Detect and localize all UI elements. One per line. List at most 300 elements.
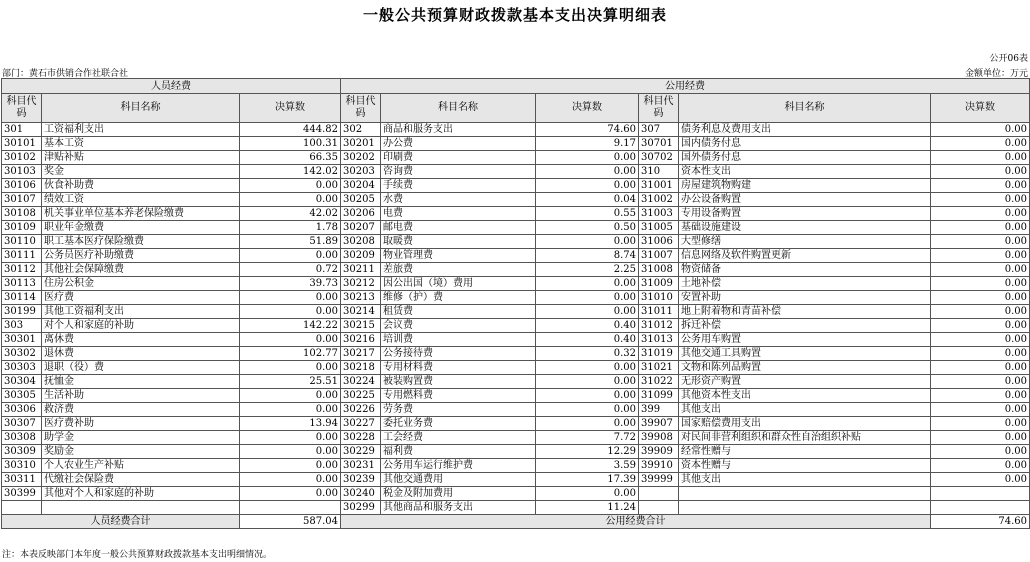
cell-code: 30309 bbox=[2, 445, 42, 459]
cell-name: 其他对个人和家庭的补助 bbox=[42, 487, 240, 501]
table-row bbox=[2, 431, 1030, 445]
cell-code: 30202 bbox=[341, 151, 381, 165]
cell-name: 拆迁补偿 bbox=[679, 319, 931, 333]
cell-code: 30211 bbox=[341, 263, 381, 277]
cell-code: 30215 bbox=[341, 319, 381, 333]
cell-code: 30213 bbox=[341, 291, 381, 305]
cell-amount: 0.00 bbox=[931, 235, 1030, 249]
cell-name: 手续费 bbox=[381, 179, 536, 193]
table-row bbox=[2, 389, 1030, 403]
cell-code: 30205 bbox=[341, 193, 381, 207]
cell-name: 离休费 bbox=[42, 333, 240, 347]
cell-name: 因公出国（境）费用 bbox=[381, 277, 536, 291]
table-row bbox=[2, 179, 1030, 193]
cell-code: 30203 bbox=[341, 165, 381, 179]
cell-code: 30224 bbox=[341, 375, 381, 389]
cell-amount: 0.72 bbox=[240, 263, 341, 277]
cell-name: 抚恤金 bbox=[42, 375, 240, 389]
cell-name: 取暖费 bbox=[381, 235, 536, 249]
cell-code: 30701 bbox=[639, 137, 679, 151]
cell-amount: 0.00 bbox=[240, 431, 341, 445]
cell-amount: 0.00 bbox=[931, 417, 1030, 431]
cell-code: 31019 bbox=[639, 347, 679, 361]
cell-name: 专用材料费 bbox=[381, 361, 536, 375]
table-row bbox=[2, 221, 1030, 235]
cell-amount: 0.00 bbox=[240, 305, 341, 319]
header-name: 科目名称 bbox=[381, 94, 536, 123]
cell-code: 30102 bbox=[2, 151, 42, 165]
cell-code: 30214 bbox=[341, 305, 381, 319]
header-code: 科目代码 bbox=[2, 94, 42, 123]
cell-code: 310 bbox=[639, 165, 679, 179]
cell-amount: 13.94 bbox=[240, 417, 341, 431]
cell-amount: 0.00 bbox=[931, 123, 1030, 137]
cell-code: 30109 bbox=[2, 221, 42, 235]
cell-name: 办公设备购置 bbox=[679, 193, 931, 207]
cell-name: 印刷费 bbox=[381, 151, 536, 165]
table-row bbox=[2, 333, 1030, 347]
cell-amount: 0.00 bbox=[931, 221, 1030, 235]
cell-name: 公务接待费 bbox=[381, 347, 536, 361]
cell-code: 30199 bbox=[2, 305, 42, 319]
table-row bbox=[2, 403, 1030, 417]
cell-amount: 0.00 bbox=[931, 291, 1030, 305]
cell-amount: 8.74 bbox=[536, 249, 639, 263]
table-row bbox=[2, 263, 1030, 277]
cell-code: 31022 bbox=[639, 375, 679, 389]
cell-amount: 42.02 bbox=[240, 207, 341, 221]
cell-amount: 0.00 bbox=[536, 375, 639, 389]
cell-amount: 0.55 bbox=[536, 207, 639, 221]
cell-code: 31013 bbox=[639, 333, 679, 347]
cell-code: 30399 bbox=[2, 487, 42, 501]
cell-code: 31099 bbox=[639, 389, 679, 403]
cell-amount: 0.00 bbox=[240, 333, 341, 347]
cell-code: 30111 bbox=[2, 249, 42, 263]
table-row bbox=[2, 473, 1030, 487]
cell-name: 绩效工资 bbox=[42, 193, 240, 207]
cell-name: 物资储备 bbox=[679, 263, 931, 277]
cell-name: 信息网络及软件购置更新 bbox=[679, 249, 931, 263]
cell-amount: 0.00 bbox=[536, 389, 639, 403]
cell-name: 奖金 bbox=[42, 165, 240, 179]
cell-code: 30311 bbox=[2, 473, 42, 487]
cell-amount bbox=[931, 501, 1030, 515]
cell-name: 其他社会保障缴费 bbox=[42, 263, 240, 277]
cell-name: 其他商品和服务支出 bbox=[381, 501, 536, 515]
cell-amount: 0.00 bbox=[931, 403, 1030, 417]
cell-code: 30110 bbox=[2, 235, 42, 249]
cell-name: 住房公积金 bbox=[42, 277, 240, 291]
cell-amount: 0.00 bbox=[536, 361, 639, 375]
cell-name: 代缴社会保险费 bbox=[42, 473, 240, 487]
cell-code: 30304 bbox=[2, 375, 42, 389]
cell-code: 30301 bbox=[2, 333, 42, 347]
cell-name: 租赁费 bbox=[381, 305, 536, 319]
cell-amount: 74.60 bbox=[536, 123, 639, 137]
cell-code bbox=[2, 501, 42, 515]
cell-amount: 0.40 bbox=[536, 333, 639, 347]
cell-code: 30239 bbox=[341, 473, 381, 487]
cell-name: 医疗费补助 bbox=[42, 417, 240, 431]
cell-name: 退休费 bbox=[42, 347, 240, 361]
header-amount: 决算数 bbox=[931, 94, 1030, 123]
cell-amount: 0.00 bbox=[536, 305, 639, 319]
cell-amount: 0.00 bbox=[931, 207, 1030, 221]
cell-amount: 66.35 bbox=[240, 151, 341, 165]
cell-name: 生活补助 bbox=[42, 389, 240, 403]
header-code: 科目代码 bbox=[341, 94, 381, 123]
cell-code: 30212 bbox=[341, 277, 381, 291]
cell-code: 30207 bbox=[341, 221, 381, 235]
cell-code: 30204 bbox=[341, 179, 381, 193]
cell-amount: 0.04 bbox=[536, 193, 639, 207]
cell-amount: 0.00 bbox=[931, 263, 1030, 277]
cell-name: 对民间非营利组织和群众性自治组织补贴 bbox=[679, 431, 931, 445]
cell-name: 商品和服务支出 bbox=[381, 123, 536, 137]
cell-name: 资本性支出 bbox=[679, 165, 931, 179]
cell-code: 30107 bbox=[2, 193, 42, 207]
department-label: 部门：黄石市供销合作社联合社 bbox=[2, 69, 129, 79]
table-row bbox=[2, 347, 1030, 361]
cell-amount: 0.00 bbox=[240, 249, 341, 263]
cell-code: 30103 bbox=[2, 165, 42, 179]
cell-amount: 0.00 bbox=[931, 165, 1030, 179]
cell-name: 邮电费 bbox=[381, 221, 536, 235]
table-row bbox=[2, 361, 1030, 375]
cell-name: 公务用车购置 bbox=[679, 333, 931, 347]
personnel-total-label: 人员经费合计 bbox=[2, 515, 240, 529]
cell-code: 30101 bbox=[2, 137, 42, 151]
cell-name: 公务员医疗补助缴费 bbox=[42, 249, 240, 263]
table-row bbox=[2, 291, 1030, 305]
cell-amount: 0.00 bbox=[931, 445, 1030, 459]
cell-code: 31011 bbox=[639, 305, 679, 319]
cell-name: 会议费 bbox=[381, 319, 536, 333]
cell-amount: 0.00 bbox=[536, 403, 639, 417]
cell-code: 30108 bbox=[2, 207, 42, 221]
table-row bbox=[2, 277, 1030, 291]
table-row bbox=[2, 249, 1030, 263]
cell-code: 30231 bbox=[341, 459, 381, 473]
cell-amount: 0.00 bbox=[536, 151, 639, 165]
cell-amount: 0.00 bbox=[240, 179, 341, 193]
cell-name: 培训费 bbox=[381, 333, 536, 347]
cell-name: 救济费 bbox=[42, 403, 240, 417]
header-code: 科目代码 bbox=[639, 94, 679, 123]
cell-name: 无形资产购置 bbox=[679, 375, 931, 389]
cell-amount: 9.17 bbox=[536, 137, 639, 151]
cell-code: 31005 bbox=[639, 221, 679, 235]
public-total-label: 公用经费合计 bbox=[341, 515, 931, 529]
cell-name: 维修（护）费 bbox=[381, 291, 536, 305]
cell-amount: 0.00 bbox=[240, 361, 341, 375]
cell-code: 30308 bbox=[2, 431, 42, 445]
cell-amount: 100.31 bbox=[240, 137, 341, 151]
cell-name bbox=[679, 487, 931, 501]
cell-name: 职业年金缴费 bbox=[42, 221, 240, 235]
cell-name: 医疗费 bbox=[42, 291, 240, 305]
cell-name bbox=[42, 501, 240, 515]
cell-code: 302 bbox=[341, 123, 381, 137]
cell-amount: 11.24 bbox=[536, 501, 639, 515]
cell-name: 工资福利支出 bbox=[42, 123, 240, 137]
cell-amount: 51.89 bbox=[240, 235, 341, 249]
cell-name: 水费 bbox=[381, 193, 536, 207]
cell-code: 31002 bbox=[639, 193, 679, 207]
cell-name: 专用燃料费 bbox=[381, 389, 536, 403]
cell-code: 30702 bbox=[639, 151, 679, 165]
table-row bbox=[2, 445, 1030, 459]
cell-code: 31007 bbox=[639, 249, 679, 263]
cell-name: 债务利息及费用支出 bbox=[679, 123, 931, 137]
cell-code bbox=[639, 501, 679, 515]
cell-code: 30299 bbox=[341, 501, 381, 515]
cell-code: 30114 bbox=[2, 291, 42, 305]
cell-code: 39908 bbox=[639, 431, 679, 445]
cell-name: 津贴补贴 bbox=[42, 151, 240, 165]
table-row bbox=[2, 375, 1030, 389]
cell-amount: 0.00 bbox=[931, 249, 1030, 263]
cell-amount: 0.00 bbox=[240, 459, 341, 473]
cell-amount bbox=[240, 501, 341, 515]
cell-name: 经常性赠与 bbox=[679, 445, 931, 459]
cell-name: 电费 bbox=[381, 207, 536, 221]
cell-name: 基本工资 bbox=[42, 137, 240, 151]
cell-code: 39999 bbox=[639, 473, 679, 487]
cell-code: 30113 bbox=[2, 277, 42, 291]
cell-name: 工会经费 bbox=[381, 431, 536, 445]
cell-name: 基础设施建设 bbox=[679, 221, 931, 235]
cell-code: 39907 bbox=[639, 417, 679, 431]
cell-name: 退职（役）费 bbox=[42, 361, 240, 375]
cell-name: 其他交通工具购置 bbox=[679, 347, 931, 361]
cell-amount: 0.00 bbox=[240, 473, 341, 487]
cell-amount: 0.00 bbox=[240, 193, 341, 207]
page-title: 一般公共预算财政拨款基本支出决算明细表 bbox=[362, 6, 667, 24]
cell-code: 303 bbox=[2, 319, 42, 333]
cell-name: 税金及附加费用 bbox=[381, 487, 536, 501]
cell-name: 专用设备购置 bbox=[679, 207, 931, 221]
cell-amount: 0.00 bbox=[931, 193, 1030, 207]
cell-name: 差旅费 bbox=[381, 263, 536, 277]
personnel-total-value: 587.04 bbox=[240, 515, 341, 529]
cell-amount: 1.78 bbox=[240, 221, 341, 235]
cell-amount: 39.73 bbox=[240, 277, 341, 291]
cell-name: 物业管理费 bbox=[381, 249, 536, 263]
table-row bbox=[2, 305, 1030, 319]
cell-amount: 0.00 bbox=[536, 165, 639, 179]
cell-amount: 0.00 bbox=[536, 291, 639, 305]
cell-code: 30209 bbox=[341, 249, 381, 263]
cell-name: 劳务费 bbox=[381, 403, 536, 417]
header-amount: 决算数 bbox=[536, 94, 639, 123]
cell-code: 31008 bbox=[639, 263, 679, 277]
cell-code: 30305 bbox=[2, 389, 42, 403]
table-row bbox=[2, 165, 1030, 179]
table-row bbox=[2, 137, 1030, 151]
cell-code: 30229 bbox=[341, 445, 381, 459]
cell-name: 资本性赠与 bbox=[679, 459, 931, 473]
cell-name: 其他交通费用 bbox=[381, 473, 536, 487]
cell-name: 个人农业生产补贴 bbox=[42, 459, 240, 473]
cell-amount: 0.00 bbox=[931, 361, 1030, 375]
cell-code: 301 bbox=[2, 123, 42, 137]
cell-code: 30303 bbox=[2, 361, 42, 375]
cell-amount: 0.00 bbox=[240, 389, 341, 403]
cell-name: 国家赔偿费用支出 bbox=[679, 417, 931, 431]
cell-amount: 0.00 bbox=[931, 277, 1030, 291]
cell-amount: 0.00 bbox=[931, 389, 1030, 403]
cell-code: 31012 bbox=[639, 319, 679, 333]
table-row bbox=[2, 235, 1030, 249]
cell-name: 对个人和家庭的补助 bbox=[42, 319, 240, 333]
cell-name: 职工基本医疗保险缴费 bbox=[42, 235, 240, 249]
table-row bbox=[2, 319, 1030, 333]
cell-amount: 0.00 bbox=[931, 305, 1030, 319]
cell-name: 国内债务付息 bbox=[679, 137, 931, 151]
cell-amount: 0.40 bbox=[536, 319, 639, 333]
cell-code: 39909 bbox=[639, 445, 679, 459]
header-amount: 决算数 bbox=[240, 94, 341, 123]
cell-name: 助学金 bbox=[42, 431, 240, 445]
cell-amount: 0.00 bbox=[931, 473, 1030, 487]
cell-code: 30106 bbox=[2, 179, 42, 193]
table-row bbox=[2, 459, 1030, 473]
table-row bbox=[2, 487, 1030, 501]
cell-name: 地上附着物和青苗补偿 bbox=[679, 305, 931, 319]
table-row bbox=[2, 417, 1030, 431]
cell-amount: 3.59 bbox=[536, 459, 639, 473]
cell-amount: 0.00 bbox=[240, 487, 341, 501]
cell-name: 土地补偿 bbox=[679, 277, 931, 291]
cell-name: 办公费 bbox=[381, 137, 536, 151]
cell-name: 其他工资福利支出 bbox=[42, 305, 240, 319]
cell-code: 30226 bbox=[341, 403, 381, 417]
cell-code: 399 bbox=[639, 403, 679, 417]
form-code: 公开06表 bbox=[989, 54, 1028, 64]
cell-name: 其他支出 bbox=[679, 473, 931, 487]
cell-name: 伙食补助费 bbox=[42, 179, 240, 193]
cell-name bbox=[679, 501, 931, 515]
cell-code: 31009 bbox=[639, 277, 679, 291]
cell-amount: 0.00 bbox=[240, 445, 341, 459]
cell-name: 被装购置费 bbox=[381, 375, 536, 389]
cell-code: 31006 bbox=[639, 235, 679, 249]
cell-amount: 102.77 bbox=[240, 347, 341, 361]
cell-code: 30216 bbox=[341, 333, 381, 347]
cell-name: 国外债务付息 bbox=[679, 151, 931, 165]
cell-code: 30228 bbox=[341, 431, 381, 445]
cell-name: 其他资本性支出 bbox=[679, 389, 931, 403]
cell-name: 奖励金 bbox=[42, 445, 240, 459]
cell-code: 30306 bbox=[2, 403, 42, 417]
cell-amount: 0.00 bbox=[931, 179, 1030, 193]
cell-code: 30218 bbox=[341, 361, 381, 375]
cell-code: 30206 bbox=[341, 207, 381, 221]
cell-amount: 0.32 bbox=[536, 347, 639, 361]
cell-amount: 2.25 bbox=[536, 263, 639, 277]
table-row bbox=[2, 207, 1030, 221]
cell-code: 31021 bbox=[639, 361, 679, 375]
table-row bbox=[2, 193, 1030, 207]
public-total-value: 74.60 bbox=[931, 515, 1030, 529]
cell-name: 委托业务费 bbox=[381, 417, 536, 431]
section-public: 公用经费 bbox=[341, 79, 1030, 94]
cell-code: 30227 bbox=[341, 417, 381, 431]
cell-amount: 142.22 bbox=[240, 319, 341, 333]
cell-amount: 0.00 bbox=[931, 319, 1030, 333]
section-personnel: 人员经费 bbox=[2, 79, 341, 94]
table-row bbox=[2, 123, 1030, 137]
cell-amount: 0.00 bbox=[240, 403, 341, 417]
cell-amount: 0.00 bbox=[931, 459, 1030, 473]
cell-amount: 0.00 bbox=[931, 431, 1030, 445]
cell-amount: 7.72 bbox=[536, 431, 639, 445]
cell-code: 30307 bbox=[2, 417, 42, 431]
cell-code: 39910 bbox=[639, 459, 679, 473]
cell-amount: 0.00 bbox=[931, 347, 1030, 361]
table-row bbox=[2, 501, 1030, 515]
header-name: 科目名称 bbox=[679, 94, 931, 123]
cell-amount: 0.00 bbox=[931, 333, 1030, 347]
cell-code: 31010 bbox=[639, 291, 679, 305]
expenditure-table bbox=[1, 78, 1030, 529]
cell-amount: 0.00 bbox=[536, 277, 639, 291]
cell-amount: 0.00 bbox=[931, 137, 1030, 151]
cell-amount: 0.00 bbox=[536, 179, 639, 193]
cell-code: 30112 bbox=[2, 263, 42, 277]
cell-name: 房屋建筑物购建 bbox=[679, 179, 931, 193]
footnote: 注：本表反映部门本年度一般公共预算财政拨款基本支出明细情况。 bbox=[2, 550, 273, 560]
cell-amount bbox=[931, 487, 1030, 501]
cell-name: 文物和陈列品购置 bbox=[679, 361, 931, 375]
cell-amount: 142.02 bbox=[240, 165, 341, 179]
cell-amount: 25.51 bbox=[240, 375, 341, 389]
cell-name: 大型修缮 bbox=[679, 235, 931, 249]
cell-code: 30240 bbox=[341, 487, 381, 501]
cell-code bbox=[639, 487, 679, 501]
cell-code: 30217 bbox=[341, 347, 381, 361]
cell-code: 307 bbox=[639, 123, 679, 137]
cell-code: 30208 bbox=[341, 235, 381, 249]
cell-amount: 0.00 bbox=[536, 235, 639, 249]
cell-code: 31003 bbox=[639, 207, 679, 221]
cell-name: 咨询费 bbox=[381, 165, 536, 179]
cell-code: 30310 bbox=[2, 459, 42, 473]
cell-code: 30302 bbox=[2, 347, 42, 361]
cell-name: 福利费 bbox=[381, 445, 536, 459]
cell-amount: 0.50 bbox=[536, 221, 639, 235]
cell-name: 安置补助 bbox=[679, 291, 931, 305]
cell-amount: 0.00 bbox=[536, 417, 639, 431]
cell-name: 公务用车运行维护费 bbox=[381, 459, 536, 473]
cell-code: 30225 bbox=[341, 389, 381, 403]
cell-amount: 0.00 bbox=[536, 487, 639, 501]
header-name: 科目名称 bbox=[42, 94, 240, 123]
table-row bbox=[2, 151, 1030, 165]
cell-code: 31001 bbox=[639, 179, 679, 193]
cell-amount: 12.29 bbox=[536, 445, 639, 459]
cell-amount: 444.82 bbox=[240, 123, 341, 137]
cell-name: 机关事业单位基本养老保险缴费 bbox=[42, 207, 240, 221]
unit-label: 金额单位：万元 bbox=[964, 69, 1028, 79]
cell-amount: 17.39 bbox=[536, 473, 639, 487]
cell-amount: 0.00 bbox=[240, 291, 341, 305]
cell-amount: 0.00 bbox=[931, 375, 1030, 389]
cell-name: 其他支出 bbox=[679, 403, 931, 417]
cell-amount: 0.00 bbox=[931, 151, 1030, 165]
